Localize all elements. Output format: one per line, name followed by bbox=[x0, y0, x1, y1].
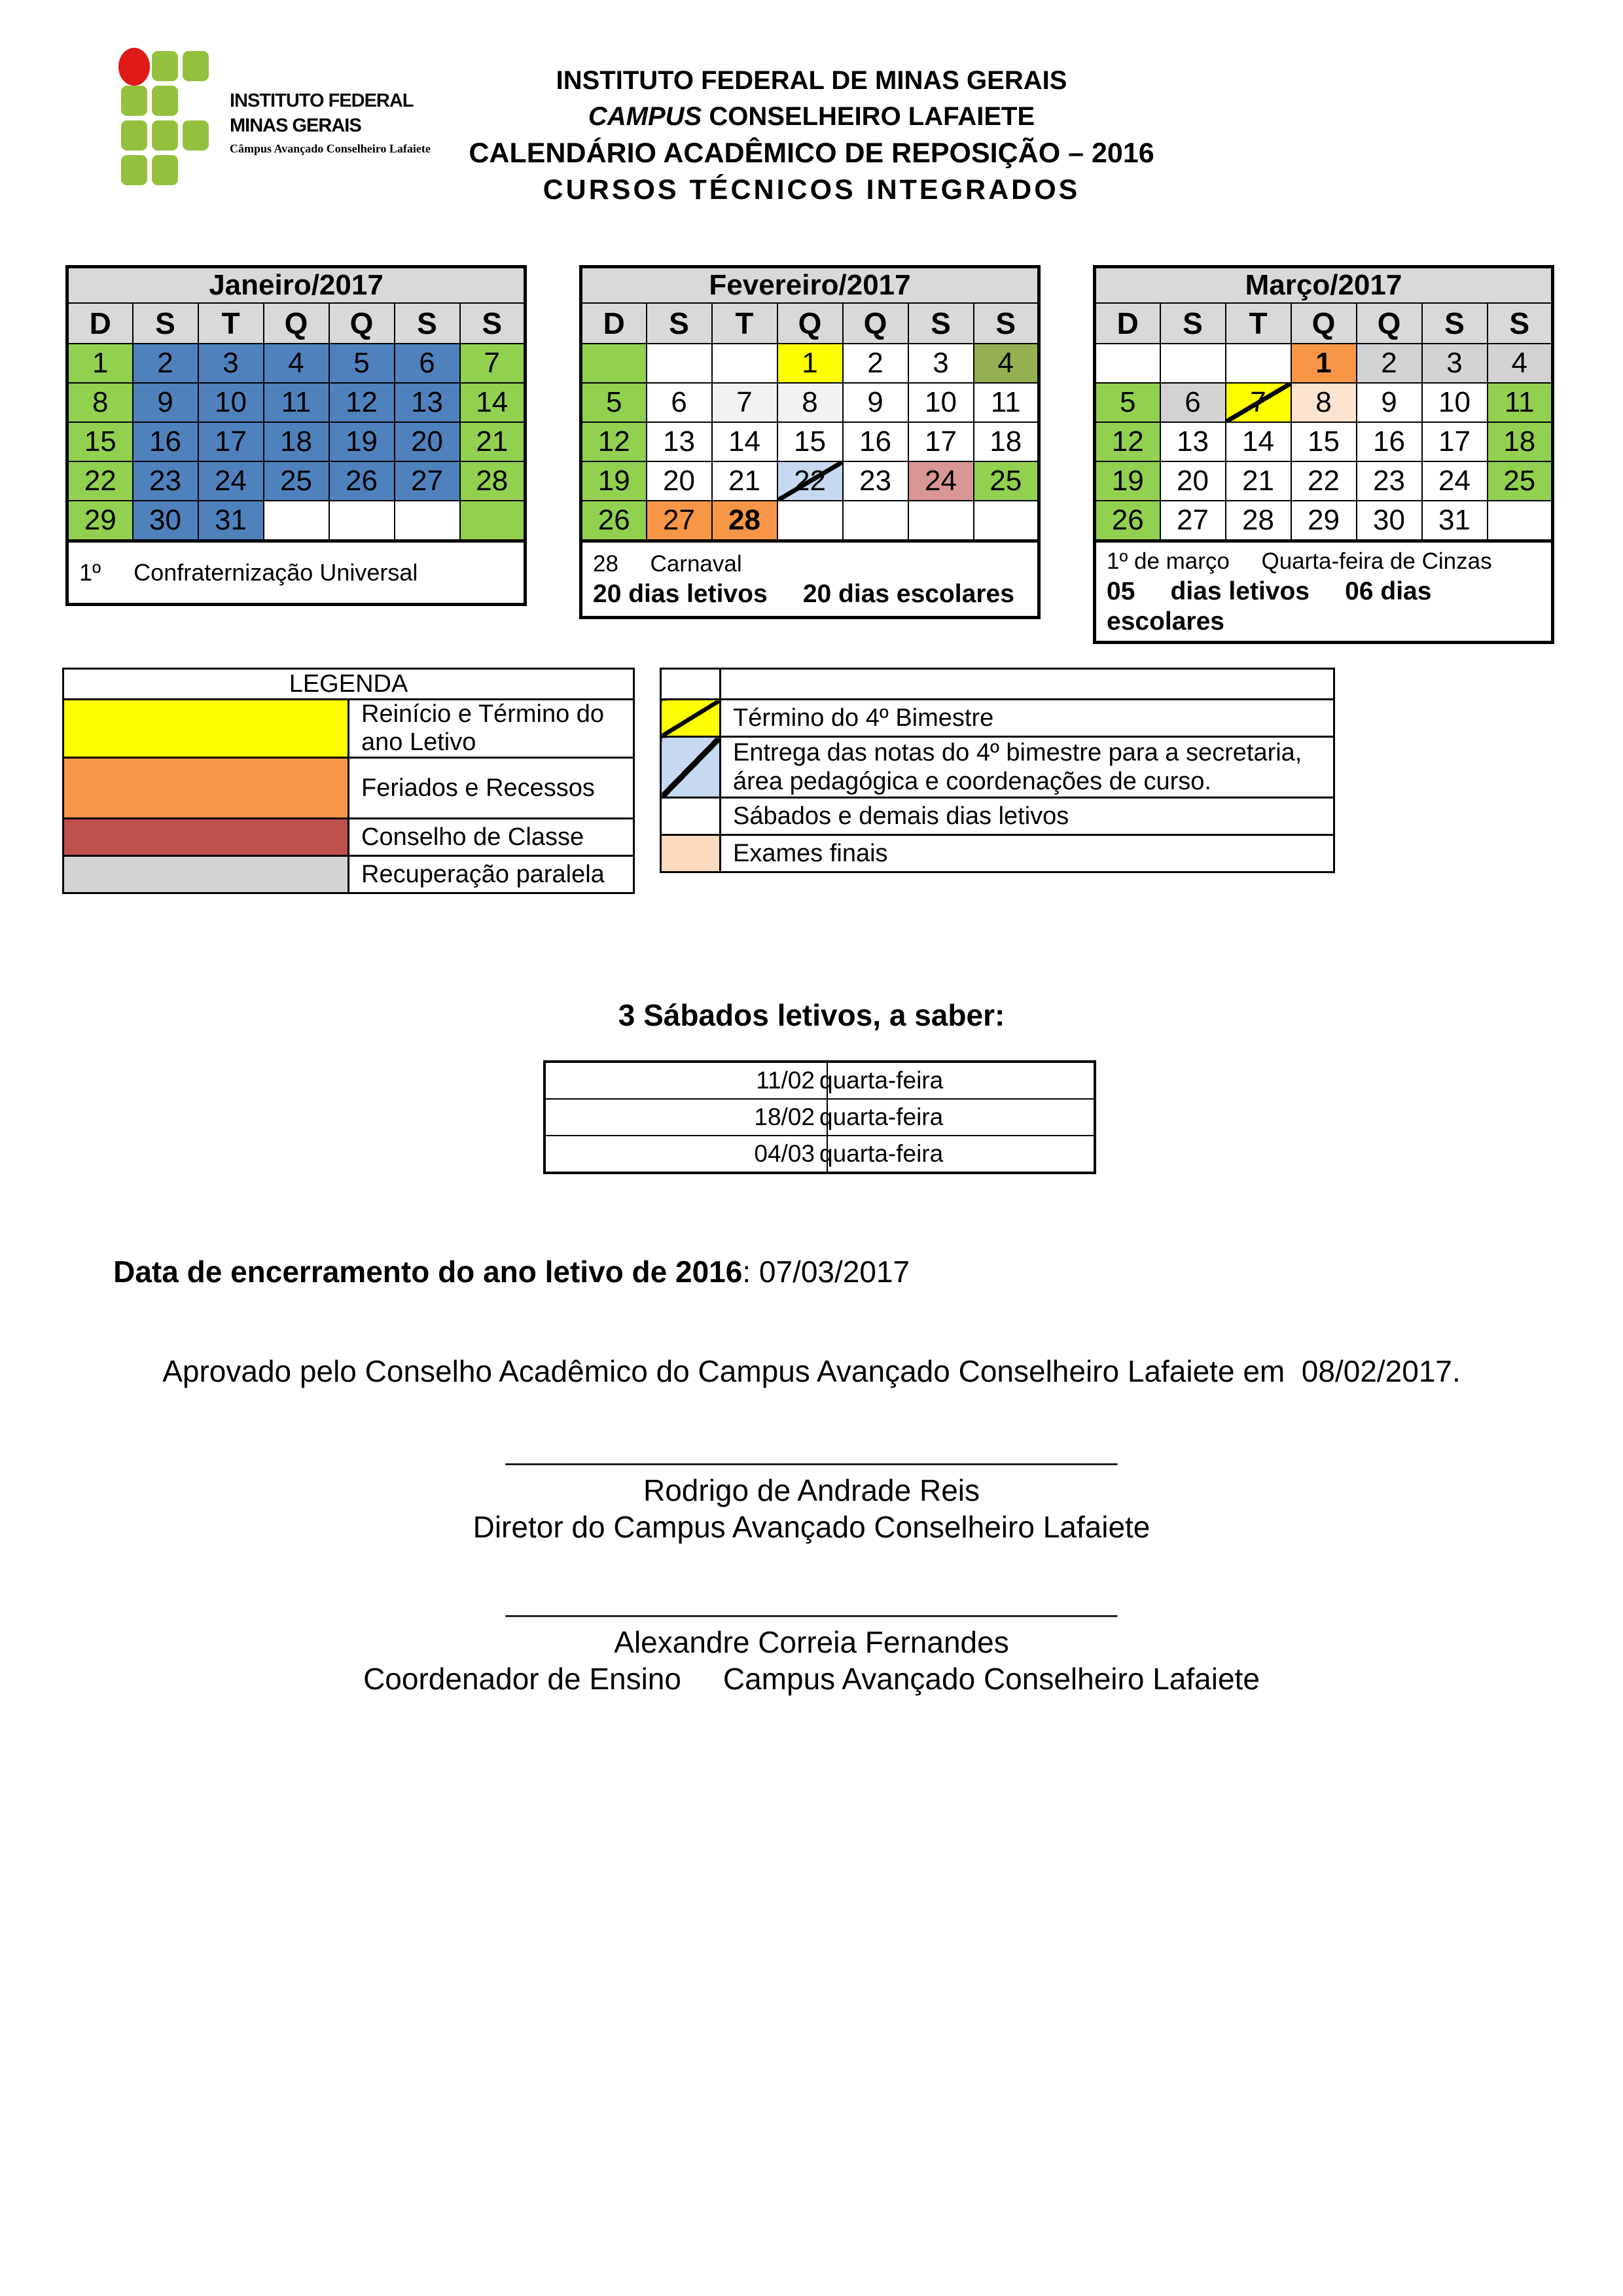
calendar-day-cell: 27 bbox=[1160, 501, 1226, 541]
table-row bbox=[581, 461, 1039, 501]
calendar-day-cell: 30 bbox=[1357, 501, 1422, 541]
calendar-day-cell: 22 bbox=[777, 461, 843, 501]
saturday-weekday bbox=[819, 1136, 1095, 1173]
calendar-day-cell bbox=[777, 501, 843, 541]
table-row bbox=[67, 267, 526, 304]
table-row bbox=[67, 461, 526, 501]
document-header bbox=[0, 63, 1623, 208]
saturday-weekday bbox=[819, 1099, 1095, 1136]
calendar-day-cell: 6 bbox=[1160, 383, 1226, 422]
calendar-day-cell: 19 bbox=[1095, 461, 1160, 501]
legend-label: Conselho de Classe bbox=[349, 819, 634, 856]
calendar-marco bbox=[1093, 265, 1554, 644]
calendar-day-cell: 10 bbox=[198, 383, 264, 422]
saturday-weekday-text: quarta-feira bbox=[819, 1140, 944, 1167]
table-row bbox=[661, 669, 1334, 700]
saturdays-table bbox=[543, 1060, 1096, 1174]
calendar-note bbox=[67, 541, 526, 605]
header-campus-italic: CAMPUS bbox=[588, 102, 702, 131]
table-row bbox=[581, 383, 1039, 422]
logo-campus-name: Câmpus Avançado Conselheiro Lafaiete bbox=[230, 142, 431, 155]
saturday-weekday bbox=[819, 1062, 1095, 1099]
calendar-day-cell bbox=[1226, 344, 1291, 383]
legend-label: Feriados e Recessos bbox=[349, 758, 634, 819]
calendar-day-header: D bbox=[67, 303, 133, 344]
calendar-day-cell: 23 bbox=[133, 461, 198, 501]
calendar-day-header: S bbox=[974, 303, 1039, 344]
saturday-weekday-text: quarta-feira bbox=[819, 1103, 944, 1130]
calendar-month-title: Fevereiro/2017 bbox=[581, 267, 1039, 304]
calendar-day-header: T bbox=[198, 303, 264, 344]
calendar-day-cell: 28 bbox=[460, 461, 526, 501]
calendar-day-cell: 26 bbox=[581, 501, 647, 541]
calendar-day-cell: 3 bbox=[1422, 344, 1488, 383]
calendar-day-header: Q bbox=[1291, 303, 1357, 344]
table-row bbox=[67, 303, 526, 344]
calendar-day-cell: 24 bbox=[1422, 461, 1488, 501]
calendar-note-line: 28 Carnaval bbox=[593, 551, 742, 577]
calendar-day-cell bbox=[329, 501, 395, 541]
legend-swatch bbox=[63, 758, 349, 819]
calendar-day-cell: 18 bbox=[1488, 422, 1553, 461]
calendar-day-header: S bbox=[647, 303, 712, 344]
calendar-day-cell: 4 bbox=[1488, 344, 1553, 383]
saturday-date: 04/03 bbox=[544, 1136, 827, 1173]
calendar-note-line: 1º de março Quarta-feira de Cinzas bbox=[1107, 548, 1492, 574]
calendar-day-cell: 15 bbox=[777, 422, 843, 461]
calendar-day-cell: 11 bbox=[1488, 383, 1553, 422]
calendar-day-header: T bbox=[1226, 303, 1291, 344]
table-row bbox=[67, 501, 526, 541]
table-row bbox=[63, 669, 634, 700]
legend-title: LEGENDA bbox=[63, 669, 634, 700]
calendar-day-header: S bbox=[1160, 303, 1226, 344]
calendar-month-title: Janeiro/2017 bbox=[67, 267, 526, 304]
signature-name: Alexandre Correia Fernandes bbox=[614, 1625, 1009, 1659]
calendar-day-cell: 21 bbox=[712, 461, 777, 501]
calendar-day-cell: 13 bbox=[1160, 422, 1226, 461]
calendar-day-cell: 1 bbox=[67, 344, 133, 383]
calendar-day-cell: 24 bbox=[908, 461, 974, 501]
calendar-day-cell: 12 bbox=[1095, 422, 1160, 461]
legend-table-right bbox=[660, 668, 1335, 873]
table-row bbox=[63, 856, 634, 893]
calendar-day-cell: 12 bbox=[581, 422, 647, 461]
calendar-day-cell: 2 bbox=[133, 344, 198, 383]
calendar-day-cell bbox=[843, 501, 908, 541]
calendar-day-header: S bbox=[1422, 303, 1488, 344]
calendar-note bbox=[581, 541, 1039, 618]
table-row bbox=[581, 422, 1039, 461]
calendar-day-cell: 22 bbox=[67, 461, 133, 501]
calendar-day-cell: 8 bbox=[777, 383, 843, 422]
calendar-day-cell bbox=[1095, 344, 1160, 383]
calendar-day-header: Q bbox=[1357, 303, 1422, 344]
calendar-day-cell: 5 bbox=[581, 383, 647, 422]
approval-line: Aprovado pelo Conselho Acadêmico do Campus Avançado Conselheiro Lafaiete em 08/02/2017. bbox=[162, 1354, 1461, 1388]
document-title: CALENDÁRIO ACADÊMICO DE REPOSIÇÃO – 2016 bbox=[469, 137, 1154, 169]
legend-table-left bbox=[62, 668, 635, 894]
calendar-day-cell: 9 bbox=[843, 383, 908, 422]
header-campus-rest: CONSELHEIRO LAFAIETE bbox=[702, 102, 1035, 131]
calendar-day-cell: 22 bbox=[1291, 461, 1357, 501]
calendar-day-cell: 14 bbox=[712, 422, 777, 461]
calendar-note-line: 20 dias letivos 20 dias escolares bbox=[593, 580, 1014, 608]
table-row bbox=[661, 737, 1334, 798]
legend-swatch bbox=[63, 700, 349, 758]
calendar-day-header: S bbox=[1488, 303, 1553, 344]
calendar-day-cell: 1 bbox=[777, 344, 843, 383]
calendar-day-cell: 17 bbox=[1422, 422, 1488, 461]
closing-date-value: : 07/03/2017 bbox=[742, 1255, 910, 1289]
calendar-day-cell: 14 bbox=[460, 383, 526, 422]
calendar-day-cell: 5 bbox=[1095, 383, 1160, 422]
table-row bbox=[661, 835, 1334, 872]
calendar-day-cell: 30 bbox=[133, 501, 198, 541]
table-row bbox=[544, 1099, 1095, 1136]
table-row bbox=[1095, 267, 1553, 304]
table-row bbox=[67, 541, 526, 605]
calendar-day-cell: 10 bbox=[908, 383, 974, 422]
calendar-month-title: Março/2017 bbox=[1095, 267, 1553, 304]
legend-swatch bbox=[63, 819, 349, 856]
table-row bbox=[544, 1062, 1095, 1099]
logo-institute-name: INSTITUTO FEDERAL bbox=[230, 90, 414, 111]
calendar-day-cell: 20 bbox=[647, 461, 712, 501]
table-row bbox=[63, 819, 634, 856]
calendar-day-cell: 17 bbox=[198, 422, 264, 461]
calendar-day-cell: 2 bbox=[1357, 344, 1422, 383]
signature-line: ________________________________________ bbox=[505, 1435, 1118, 1465]
calendar-day-cell: 7 bbox=[712, 383, 777, 422]
calendar-day-cell bbox=[908, 501, 974, 541]
calendar-day-cell: 5 bbox=[329, 344, 395, 383]
calendar-day-cell: 18 bbox=[974, 422, 1039, 461]
calendar-day-cell: 21 bbox=[460, 422, 526, 461]
table-row bbox=[67, 344, 526, 383]
calendar-day-cell: 29 bbox=[1291, 501, 1357, 541]
calendar-day-cell: 19 bbox=[581, 461, 647, 501]
table-row bbox=[581, 344, 1039, 383]
calendar-day-cell: 31 bbox=[198, 501, 264, 541]
calendar-day-cell: 4 bbox=[264, 344, 329, 383]
table-row bbox=[1095, 344, 1553, 383]
calendar-day-cell: 20 bbox=[1160, 461, 1226, 501]
calendar-day-cell bbox=[264, 501, 329, 541]
calendar-day-cell: 25 bbox=[264, 461, 329, 501]
calendar-janeiro bbox=[65, 265, 527, 606]
calendar-day-cell bbox=[712, 344, 777, 383]
logo-state-name: MINAS GERAIS bbox=[230, 115, 361, 136]
calendar-day-cell bbox=[395, 501, 460, 541]
legend-label bbox=[721, 669, 1334, 700]
signature-role: Coordenador de Ensino Campus Avançado Conselheiro Lafaiete bbox=[363, 1662, 1260, 1696]
table-row bbox=[581, 267, 1039, 304]
calendar-day-header: S bbox=[395, 303, 460, 344]
table-row bbox=[1095, 422, 1553, 461]
signature-line: ________________________________________ bbox=[505, 1587, 1118, 1617]
calendar-day-cell: 8 bbox=[67, 383, 133, 422]
table-row bbox=[581, 501, 1039, 541]
legend-swatch bbox=[661, 737, 721, 798]
legend-label: Entrega das notas do 4º bimestre para a secretaria, área pedagógica e coordenações de curso. bbox=[721, 737, 1334, 798]
legend-label: Exames finais bbox=[721, 835, 1334, 872]
table-row bbox=[67, 383, 526, 422]
calendar-day-cell: 6 bbox=[647, 383, 712, 422]
calendar-day-cell: 18 bbox=[264, 422, 329, 461]
calendar-day-cell: 2 bbox=[843, 344, 908, 383]
saturdays-heading: 3 Sábados letivos, a saber: bbox=[618, 998, 1005, 1032]
calendar-day-cell: 25 bbox=[1488, 461, 1553, 501]
calendar-day-cell: 1 bbox=[1291, 344, 1357, 383]
calendar-day-cell: 15 bbox=[1291, 422, 1357, 461]
calendar-day-cell: 28 bbox=[1226, 501, 1291, 541]
calendar-day-header: S bbox=[133, 303, 198, 344]
calendar-day-cell bbox=[1160, 344, 1226, 383]
calendar-day-cell: 17 bbox=[908, 422, 974, 461]
calendar-day-cell: 3 bbox=[908, 344, 974, 383]
calendar-day-cell bbox=[647, 344, 712, 383]
legend-label: Sábados e demais dias letivos bbox=[721, 798, 1334, 835]
calendar-day-cell: 9 bbox=[133, 383, 198, 422]
saturday-weekday-text: quarta-feira bbox=[819, 1067, 944, 1094]
calendar-day-cell: 24 bbox=[198, 461, 264, 501]
calendar-day-cell: 25 bbox=[974, 461, 1039, 501]
calendar-day-cell: 23 bbox=[843, 461, 908, 501]
signature-name: Rodrigo de Andrade Reis bbox=[643, 1473, 980, 1507]
calendar-day-cell: 29 bbox=[67, 501, 133, 541]
calendar-day-cell bbox=[460, 501, 526, 541]
legend-label: Término do 4º Bimestre bbox=[721, 700, 1334, 737]
calendar-day-cell: 26 bbox=[1095, 501, 1160, 541]
header-campus-line bbox=[0, 99, 1623, 135]
calendar-day-cell: 12 bbox=[329, 383, 395, 422]
calendar-day-header: S bbox=[460, 303, 526, 344]
calendar-day-header: Q bbox=[843, 303, 908, 344]
legend-swatch bbox=[63, 856, 349, 893]
calendar-day-cell: 28 bbox=[712, 501, 777, 541]
calendar-day-header: T bbox=[712, 303, 777, 344]
calendar-day-cell: 14 bbox=[1226, 422, 1291, 461]
calendar-note bbox=[1095, 541, 1553, 643]
calendar-day-cell: 15 bbox=[67, 422, 133, 461]
calendar-day-cell: 3 bbox=[198, 344, 264, 383]
calendar-day-cell: 27 bbox=[647, 501, 712, 541]
table-row bbox=[63, 758, 634, 819]
calendar-day-cell: 31 bbox=[1422, 501, 1488, 541]
calendar-day-cell: 26 bbox=[329, 461, 395, 501]
table-row bbox=[581, 541, 1039, 618]
table-row bbox=[1095, 501, 1553, 541]
table-row bbox=[63, 700, 634, 758]
calendar-day-cell: 13 bbox=[647, 422, 712, 461]
calendar-day-cell: 6 bbox=[395, 344, 460, 383]
calendar-day-cell: 16 bbox=[843, 422, 908, 461]
calendar-day-header: S bbox=[908, 303, 974, 344]
calendar-day-cell: 16 bbox=[1357, 422, 1422, 461]
calendar-day-cell bbox=[581, 344, 647, 383]
calendar-day-cell: 7 bbox=[460, 344, 526, 383]
calendar-day-cell: 9 bbox=[1357, 383, 1422, 422]
legend-swatch bbox=[661, 835, 721, 872]
closing-date-line bbox=[80, 1219, 910, 1325]
table-row bbox=[1095, 303, 1553, 344]
table-row bbox=[1095, 461, 1553, 501]
signature-role: Diretor do Campus Avançado Conselheiro Lafaiete bbox=[473, 1510, 1150, 1544]
calendar-day-cell: 27 bbox=[395, 461, 460, 501]
calendar-day-cell: 4 bbox=[974, 344, 1039, 383]
closing-date-label: Data de encerramento do ano letivo de 2016 bbox=[113, 1255, 743, 1289]
header-institute-line: INSTITUTO FEDERAL DE MINAS GERAIS bbox=[556, 66, 1067, 95]
calendar-day-header: Q bbox=[329, 303, 395, 344]
table-row bbox=[544, 1136, 1095, 1173]
calendar-day-cell: 21 bbox=[1226, 461, 1291, 501]
table-row bbox=[661, 700, 1334, 737]
calendar-fevereiro bbox=[579, 265, 1041, 619]
calendar-day-cell: 20 bbox=[395, 422, 460, 461]
table-row bbox=[67, 422, 526, 461]
legend-swatch bbox=[661, 669, 721, 700]
calendar-day-cell: 11 bbox=[974, 383, 1039, 422]
calendar-day-cell: 11 bbox=[264, 383, 329, 422]
calendar-day-header: D bbox=[581, 303, 647, 344]
legend-label: Reinício e Término do ano Letivo bbox=[349, 700, 634, 758]
calendar-day-cell: 7 bbox=[1226, 383, 1291, 422]
calendar-day-header: D bbox=[1095, 303, 1160, 344]
calendar-day-cell: 23 bbox=[1357, 461, 1422, 501]
calendar-day-cell: 10 bbox=[1422, 383, 1488, 422]
table-row bbox=[661, 798, 1334, 835]
legend-swatch bbox=[661, 798, 721, 835]
saturday-date: 18/02 bbox=[544, 1099, 827, 1136]
calendar-day-cell bbox=[974, 501, 1039, 541]
calendar-note-line: 1º Confraternização Universal bbox=[79, 559, 418, 586]
calendar-day-cell: 13 bbox=[395, 383, 460, 422]
calendar-note-line: 05 dias letivos 06 dias escolares bbox=[1107, 577, 1439, 636]
calendar-day-header: Q bbox=[264, 303, 329, 344]
calendar-day-cell bbox=[1488, 501, 1553, 541]
table-row bbox=[1095, 541, 1553, 643]
calendar-day-cell: 16 bbox=[133, 422, 198, 461]
saturday-date: 11/02 bbox=[544, 1062, 827, 1099]
calendar-day-cell: 19 bbox=[329, 422, 395, 461]
legend-swatch bbox=[661, 700, 721, 737]
calendar-day-cell: 8 bbox=[1291, 383, 1357, 422]
legend-label: Recuperação paralela bbox=[349, 856, 634, 893]
table-row bbox=[581, 303, 1039, 344]
calendar-day-header: Q bbox=[777, 303, 843, 344]
table-row bbox=[1095, 383, 1553, 422]
document-subtitle: CURSOS TÉCNICOS INTEGRADOS bbox=[543, 174, 1080, 206]
